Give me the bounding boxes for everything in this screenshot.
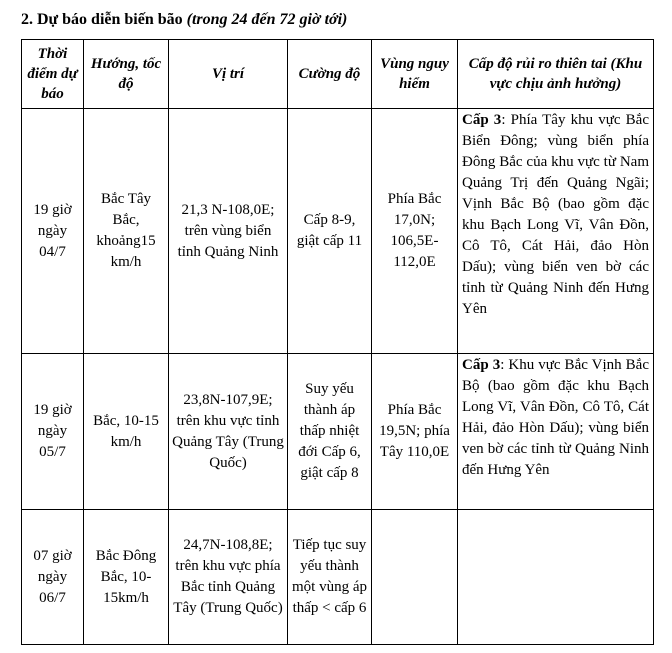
cell-risk bbox=[458, 354, 654, 510]
forecast-table bbox=[21, 39, 654, 645]
cell-intensity: Cấp 8-9, giật cấp 11 bbox=[288, 109, 372, 354]
cell-intensity: Tiếp tục suy yếu thành một vùng áp thấp < cấp 6 bbox=[288, 510, 372, 645]
col-header-time: Thời điểm dự báo bbox=[22, 40, 84, 109]
table-row bbox=[22, 354, 654, 510]
risk-area: : Phía Tây khu vực Bắc Biển Đông; vùng biển phía Đông Bắc của khu vực từ Nam Quảng Trị đến Quảng Ngãi; Vịnh Bắc Bộ (bao gồm đặc khu Bạch Long Vĩ, Vân Đồn, Cô Tô, Cát Hải, đảo Hòn Dấu); vùng biển ven bờ các tỉnh từ Quảng Ninh đến Hưng Yên bbox=[462, 112, 649, 317]
col-header-risk: Cấp độ rủi ro thiên tai (Khu vực chịu ảnh hưởng) bbox=[458, 40, 654, 109]
cell-direction: Bắc, 10-15 km/h bbox=[84, 354, 169, 510]
cell-direction: Bắc Đông Bắc, 10-15km/h bbox=[84, 510, 169, 645]
cell-risk bbox=[458, 510, 654, 645]
section-heading bbox=[21, 11, 347, 29]
cell-direction: Bắc Tây Bắc, khoảng15 km/h bbox=[84, 109, 169, 354]
cell-time: 07 giờ ngày 06/7 bbox=[22, 510, 84, 645]
section-subtitle: (trong 24 đến 72 giờ tới) bbox=[186, 11, 348, 28]
section-title: Dự báo diễn biến bão bbox=[37, 11, 183, 28]
table-header-row bbox=[22, 40, 654, 109]
cell-position: 21,3 N-108,0E; trên vùng biển tỉnh Quảng Ninh bbox=[169, 109, 288, 354]
section-number: 2. bbox=[21, 11, 33, 28]
table-row bbox=[22, 510, 654, 645]
cell-time: 19 giờ ngày 04/7 bbox=[22, 109, 84, 354]
risk-level: Cấp 3 bbox=[462, 112, 502, 128]
col-header-position: Vị trí bbox=[169, 40, 288, 109]
cell-position: 23,8N-107,9E; trên khu vực tỉnh Quảng Tây (Trung Quốc) bbox=[169, 354, 288, 510]
risk-area: : Khu vực Bắc Vịnh Bắc Bộ (bao gồm đặc khu Bạch Long Vĩ, Vân Đồn, Cô Tô, Cát Hải, đảo Hòn Dấu); vùng biển ven bờ các tỉnh từ Quảng Ninh đến Hưng Yên bbox=[462, 357, 649, 478]
cell-time: 19 giờ ngày 05/7 bbox=[22, 354, 84, 510]
col-header-intensity: Cường độ bbox=[288, 40, 372, 109]
cell-position: 24,7N-108,8E; trên khu vực phía Bắc tỉnh Quảng Tây (Trung Quốc) bbox=[169, 510, 288, 645]
cell-danger-zone: Phía Bắc 19,5N; phía Tây 110,0E bbox=[372, 354, 458, 510]
col-header-direction: Hướng, tốc độ bbox=[84, 40, 169, 109]
risk-level: Cấp 3 bbox=[462, 357, 501, 373]
table-row bbox=[22, 109, 654, 354]
cell-danger-zone: Phía Bắc 17,0N; 106,5E-112,0E bbox=[372, 109, 458, 354]
cell-danger-zone bbox=[372, 510, 458, 645]
cell-risk bbox=[458, 109, 654, 354]
cell-intensity: Suy yếu thành áp thấp nhiệt đới Cấp 6, giật cấp 8 bbox=[288, 354, 372, 510]
col-header-danger-zone: Vùng nguy hiểm bbox=[372, 40, 458, 109]
